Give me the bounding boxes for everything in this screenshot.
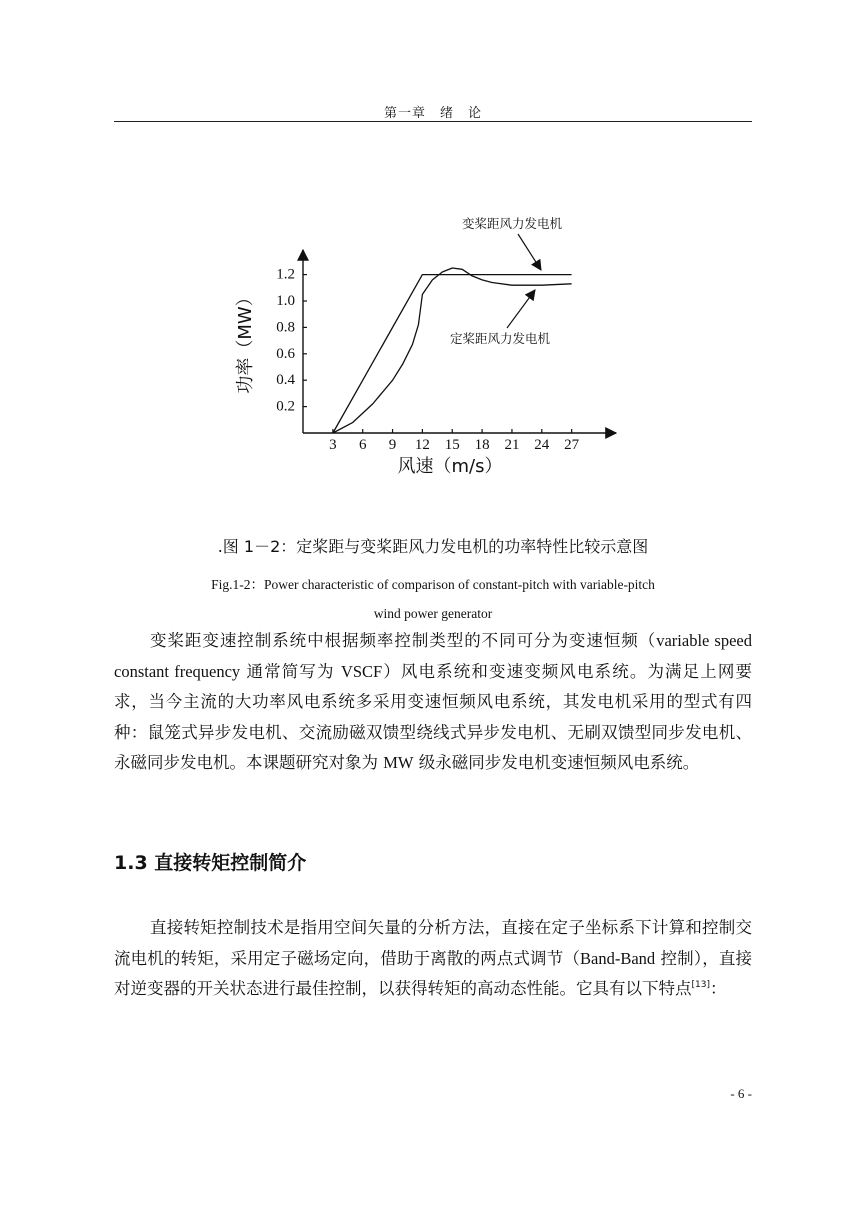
- body-paragraph-2: [114, 913, 752, 1005]
- page-number: - 6 -: [730, 1086, 752, 1101]
- para2-text-c: 控制），直接对逆变器的开关状态进行最佳控制，以获得转矩的高动态性能。它具有以下特点: [114, 948, 753, 999]
- para2-text-d: ：: [709, 979, 727, 999]
- variable-pitch-curve: [333, 275, 572, 433]
- para1-text-c: 通常简写为: [240, 661, 341, 681]
- figure-caption-en-line2: wind power generator: [373, 606, 493, 621]
- x-tick-label: 27: [564, 437, 580, 453]
- page-header: 第一章 绪 论: [383, 106, 482, 121]
- x-tick-label: 9: [388, 437, 397, 453]
- section-heading: 1.3 直接转矩控制简介: [114, 852, 307, 874]
- annotation-constant-pitch-arrow: [507, 290, 535, 328]
- constant-pitch-curve: [333, 268, 572, 433]
- para1-text-d: VSCF: [340, 661, 383, 681]
- x-tick-label: 12: [414, 437, 430, 453]
- power-characteristic-chart: [0, 0, 868, 520]
- x-tick-label: 21: [504, 437, 520, 453]
- y-tick-label: 0.6: [276, 345, 295, 362]
- y-tick-label: 0.4: [276, 372, 295, 389]
- annotation-variable-pitch-arrow: [518, 234, 541, 270]
- para1-text-g: 级永磁同步发电机变速恒频风电系统。: [413, 753, 700, 773]
- figure-caption-zh: .图 1－2：定桨距与变桨距风力发电机的功率特性比较示意图: [217, 537, 649, 556]
- body-paragraph-1: [114, 626, 752, 779]
- y-tick-label: 0.2: [276, 398, 295, 415]
- para1-text-a: 变桨距变速控制系统中根据频率控制类型的不同可分为变速恒频（: [150, 631, 657, 650]
- x-tick-label: 24: [534, 437, 550, 453]
- para2-text-b: Band-Band: [580, 948, 656, 968]
- figure-caption-en-line1: Fig.1-2：Power characteristic of comparison of constant-pitch with variable-pitch: [211, 577, 655, 592]
- figure-caption-en: [160, 570, 706, 628]
- para1-text-e: ）风电系统和变速变频风电系统。为满足上网要求，当今主流的大功率风电系统多采用变速恒频风电系统，其发电机采用的型式有四种：鼠笼式异步发电机、交流励磁双馈型绕线式异步发电机、无刷双馈型同步发电机、永磁同步发电机。本课题研究对象为: [114, 661, 752, 773]
- x-tick-label: 15: [444, 437, 460, 453]
- para2-text-a: 直接转矩控制技术是指用空间矢量的分析方法，直接在定子坐标系下计算和控制交流电机的转矩，采用定子磁场定向，借助于离散的两点式调节（: [114, 918, 752, 968]
- citation-13: [13]: [691, 980, 710, 991]
- annotation-constant-pitch: 定桨距风力发电机: [449, 331, 551, 346]
- y-tick-label: 0.8: [276, 319, 295, 336]
- y-tick-label: 1.0: [276, 293, 295, 309]
- x-tick-label: 3: [329, 437, 337, 453]
- x-tick-label: 18: [474, 437, 490, 453]
- para1-text-b: variable speed constant frequency: [114, 631, 753, 681]
- para1-text-f: MW: [383, 753, 414, 773]
- annotation-variable-pitch: 变桨距风力发电机: [461, 216, 563, 231]
- x-tick-label: 6: [358, 437, 367, 453]
- y-tick-label: 1.2: [276, 266, 295, 283]
- y-axis-label: 功率（MW）: [235, 288, 256, 394]
- x-axis-label: 风速（m/s）: [397, 456, 503, 477]
